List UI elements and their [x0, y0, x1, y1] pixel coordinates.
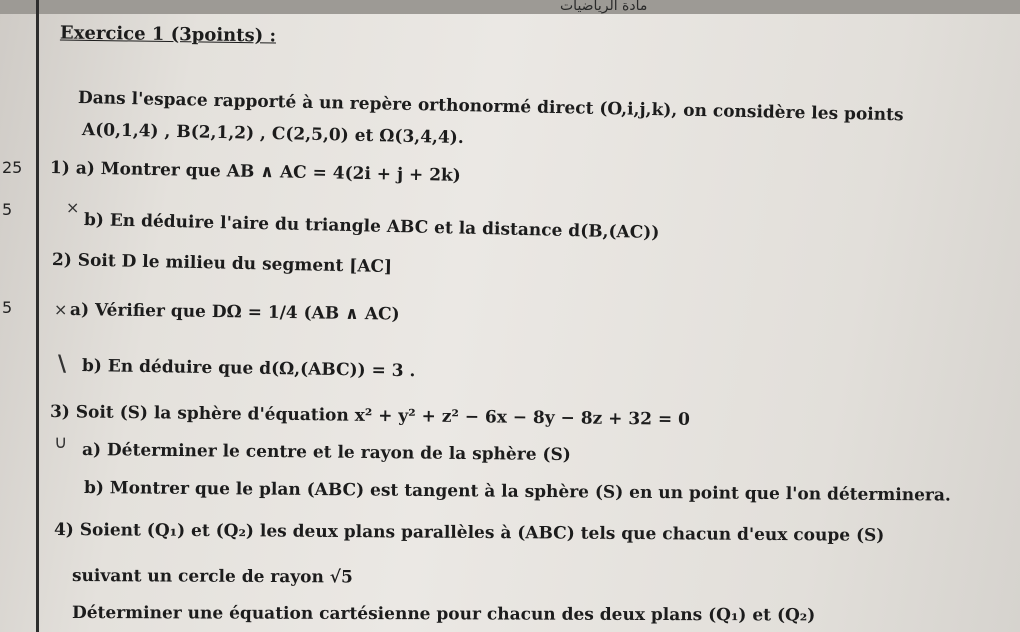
margin-line [36, 0, 39, 632]
question-2b: b) En déduire que d(Ω,(ABC)) = 3 . [81, 356, 416, 382]
exercise-title: Exercice 1 (3points) : [59, 22, 277, 47]
top-edge [0, 0, 1020, 14]
question-2: 2) Soit D le milieu du segment [AC] [51, 250, 393, 278]
question-1b: b) En déduire l'aire du triangle ABC et la distance d(B,(AC)) [83, 210, 660, 244]
handwritten-cross-1: × [66, 198, 80, 217]
handwritten-check-1: \ [58, 352, 67, 377]
question-4-instruction: Déterminer une équation cartésienne pour chacun des deux plans (Q₁) et (Q₂) [71, 603, 816, 626]
intro-line-2: A(0,1,4) , B(2,1,2) , C(2,5,0) et Ω(3,4,4). [81, 120, 464, 148]
question-3b: b) Montrer que le plan (ABC) est tangent à la sphère (S) en un point que l'on déterminera. [83, 478, 951, 506]
handwritten-cross-2: × [54, 300, 68, 319]
intro-line-1: Dans l'espace rapporté à un repère orthonormé direct (O,i,j,k), on considère les points [77, 88, 904, 126]
arabic-header: مادة الرياضيات [560, 0, 648, 14]
margin-number-5a: 5 [2, 200, 13, 219]
question-1a: 1) a) Montrer que AB ∧ AC = 4(2i + j + 2k) [49, 158, 462, 186]
question-3a: a) Déterminer le centre et le rayon de la sphère (S) [81, 440, 571, 466]
question-4: 4) Soient (Q₁) et (Q₂) les deux plans parallèles à (ABC) tels que chacun d'eux coupe (S) [53, 520, 885, 546]
question-4-continued: suivant un cercle de rayon √5 [71, 566, 353, 588]
handwritten-check-2: ∪ [54, 432, 68, 453]
question-2a: a) Vérifier que DΩ = 1/4 (AB ∧ AC) [69, 300, 400, 325]
question-3: 3) Soit (S) la sphère d'équation x² + y² + z² − 6x − 8y − 8z + 32 = 0 [49, 402, 691, 430]
margin-number-5b: 5 [2, 298, 13, 317]
margin-number-25: 25 [2, 158, 23, 177]
